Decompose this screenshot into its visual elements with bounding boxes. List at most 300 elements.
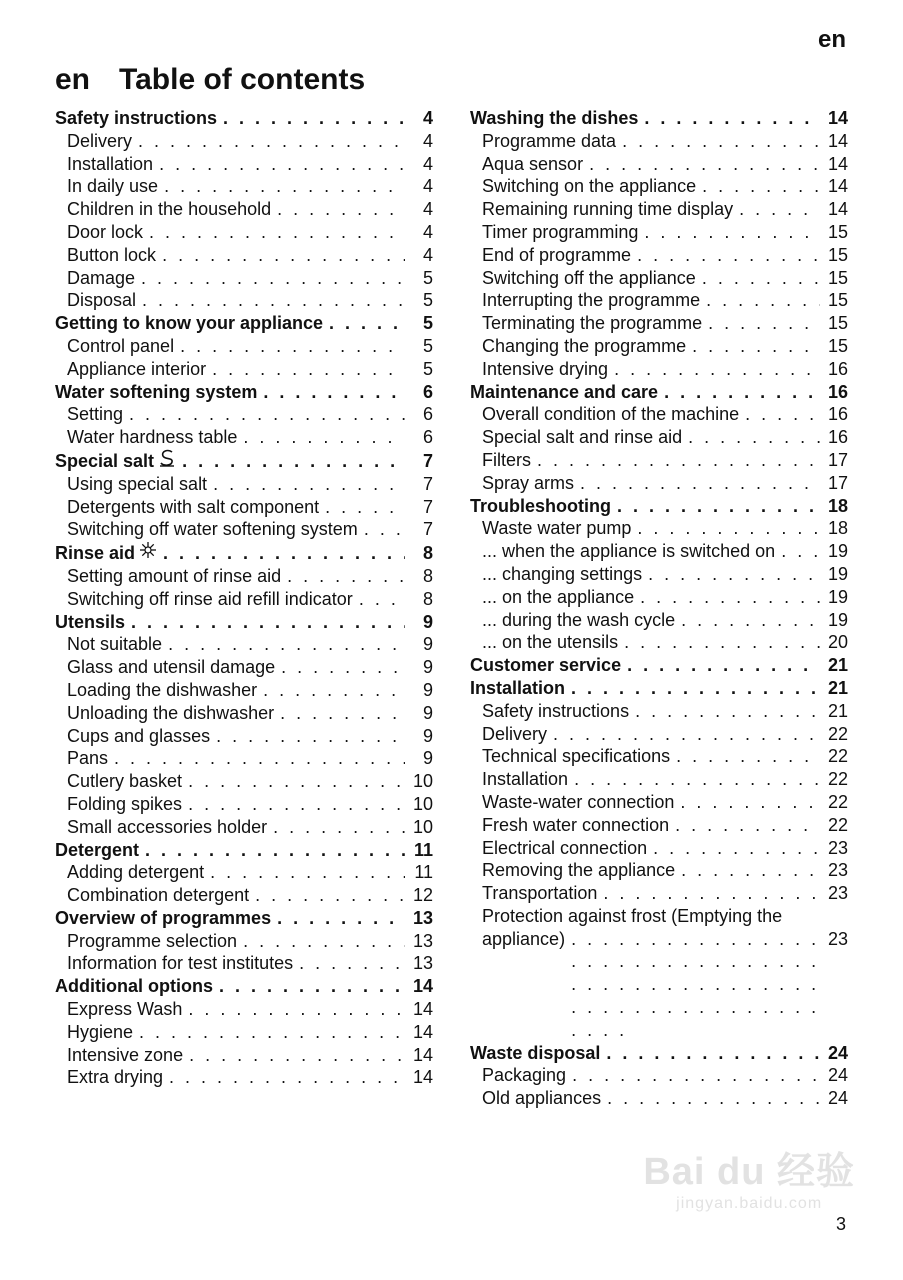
toc-entry-programme-data [470, 130, 848, 153]
dot-leader [553, 723, 820, 746]
toc-entry-water-hardness-table [55, 426, 433, 449]
toc-page-number: 5 [422, 313, 433, 334]
toc-page-number: 9 [422, 748, 433, 769]
toc-entry-label: Installation [482, 769, 569, 790]
toc-entry-extra-drying [55, 1066, 433, 1089]
dot-leader [681, 609, 820, 632]
toc-entry-label: Waste-water connection [482, 791, 675, 812]
toc-page-number: 4 [422, 221, 433, 242]
toc-entry-label: Installation [470, 677, 566, 698]
toc-section-utensils [55, 611, 433, 634]
toc-page-number: 23 [827, 883, 848, 904]
toc-entry-switching-on-the-appliance [470, 175, 848, 198]
dot-leader [182, 450, 405, 473]
toc-page-number: 22 [827, 814, 848, 835]
special-salt-icon [158, 449, 176, 473]
toc-entry-label: Children in the household [67, 199, 272, 220]
toc-entry-aqua-sensor [470, 153, 848, 176]
toc-entry-label: Door lock [67, 221, 144, 242]
toc-page-number: 14 [827, 130, 848, 151]
toc-section-safety-instructions [55, 107, 433, 130]
toc-entry-label: Safety instructions [482, 700, 630, 721]
toc-entry-adding-detergent [55, 861, 433, 884]
toc-entry-label: Switching off water softening system [67, 519, 358, 540]
toc-page-number: 21 [827, 655, 848, 676]
toc-entry-damage [55, 267, 433, 290]
toc-entry-end-of-programme [470, 244, 848, 267]
toc-entry-label: Installation [67, 153, 154, 174]
toc-page-number: 7 [422, 496, 433, 517]
toc-section-getting-to-know-your-appliance [55, 312, 433, 335]
dot-leader [589, 153, 820, 176]
dot-leader [163, 542, 405, 565]
toc-page-number: 4 [422, 199, 433, 220]
toc-entry-small-accessories-holder [55, 816, 433, 839]
toc-page-number: 22 [827, 746, 848, 767]
toc-entry-folding-spikes [55, 793, 433, 816]
toc-page-number: 9 [422, 634, 433, 655]
toc-entry-hygiene [55, 1021, 433, 1044]
toc-entry-overall-condition-of-the-machine [470, 403, 848, 426]
toc-entry-label: Safety instructions [55, 108, 218, 128]
toc-entry-electrical-connection [470, 837, 848, 860]
dot-leader [223, 107, 405, 130]
toc-page-number: 15 [827, 244, 848, 265]
toc-entry-label: ... on the appliance [482, 586, 635, 607]
toc-section-waste-disposal [470, 1042, 848, 1065]
toc-page-number: 15 [827, 290, 848, 311]
toc-entry-protection-against-frost-emptying-the [470, 905, 848, 1042]
dot-leader [688, 426, 820, 449]
dot-leader [606, 1042, 820, 1065]
toc-entry-control-panel [55, 335, 433, 358]
toc-entry-transportation [470, 882, 848, 905]
toc-entry-programme-selection [55, 930, 433, 953]
page-number: 3 [835, 1214, 846, 1234]
toc-section-additional-options [55, 975, 433, 998]
toc-page-number: 14 [827, 199, 848, 220]
toc-section-washing-the-dishes [470, 107, 848, 130]
toc-page-number: 21 [827, 700, 848, 721]
toc-entry-label: Intensive zone [67, 1044, 184, 1065]
dot-leader [169, 1066, 405, 1089]
toc-entry-appliance-interior [55, 358, 433, 381]
toc-entry-label: Glass and utensil damage [67, 657, 276, 678]
toc-page-number: 5 [422, 290, 433, 311]
dot-leader [614, 358, 820, 381]
toc-entry-label: ... during the wash cycle [482, 609, 676, 630]
toc-entry-installation [55, 153, 433, 176]
toc-section-overview-of-programmes [55, 907, 433, 930]
toc-entry-special-salt-and-rinse-aid [470, 426, 848, 449]
toc-entry-label: Rinse aid [55, 543, 136, 564]
toc-entry-label: Customer service [470, 655, 622, 676]
toc-entry-label: Cups and glasses [67, 725, 211, 746]
toc-entry-label: Special salt [55, 450, 155, 471]
toc-entry-label: Setting amount of rinse aid [67, 565, 282, 586]
toc-entry-label: Button lock [67, 244, 157, 265]
header-language-code: en [817, 26, 846, 53]
toc-page-number: 4 [422, 176, 433, 197]
toc-entry-glass-and-utensil-damage [55, 656, 433, 679]
dot-leader [159, 153, 405, 176]
toc-page-number: 4 [422, 153, 433, 174]
toc-entry-label: Disposal [67, 290, 137, 311]
toc-entry-label: Unloading the dishwasher [67, 702, 275, 723]
toc-page-number: 18 [827, 518, 848, 539]
toc-right-column [470, 107, 848, 1110]
toc-entry-label: Setting [67, 404, 124, 425]
toc-page-number: 15 [827, 313, 848, 334]
dot-leader [277, 198, 405, 221]
toc-entry-label: End of programme [482, 244, 632, 265]
toc-entry-label: Pans [67, 748, 109, 769]
toc-page-number: 18 [827, 495, 848, 516]
dot-leader [706, 289, 820, 312]
toc-entry-label: Old appliances [482, 1088, 602, 1109]
toc-page-number: 13 [412, 930, 433, 951]
toc-entry-label: Special salt and rinse aid [482, 427, 683, 448]
toc-entry-label: Damage [67, 267, 136, 288]
dot-leader [273, 816, 405, 839]
baidu-watermark [643, 1140, 855, 1213]
toc-entry-terminating-the-programme [470, 312, 848, 335]
toc-entry-switching-off-rinse-aid-refill-indicator [55, 588, 433, 611]
toc-entry-switching-off-water-softening-system [55, 518, 433, 541]
toc-page-number: 6 [422, 427, 433, 448]
toc-entry-combination-detergent [55, 884, 433, 907]
toc-entry-label: Utensils [55, 611, 126, 632]
dot-leader [189, 1044, 405, 1067]
toc-entry-label: Maintenance and care [470, 381, 659, 402]
dot-leader [781, 540, 820, 563]
watermark-url: jingyan.baidu.com [676, 1195, 823, 1212]
toc-entry-not-suitable [55, 633, 433, 656]
dot-leader [607, 1087, 820, 1110]
dot-leader [210, 861, 405, 884]
dot-leader [648, 563, 820, 586]
toc-entry-cups-and-glasses [55, 725, 433, 748]
dot-leader [675, 814, 820, 837]
toc-entry-switching-off-the-appliance [470, 267, 848, 290]
dot-leader [622, 130, 820, 153]
toc-entry-label: ... changing settings [482, 563, 643, 584]
dot-leader [676, 745, 820, 768]
toc-page-number: 4 [422, 108, 433, 128]
toc-entry-label: Electrical connection [482, 837, 648, 858]
toc-section-rinse-aid [55, 541, 433, 565]
toc-entry-label: Intensive drying [482, 358, 609, 379]
toc-page-number: 23 [827, 928, 848, 949]
toc-entry-label: Timer programming [482, 221, 639, 242]
toc-entry-label: Adding detergent [67, 862, 205, 883]
dot-leader [739, 198, 820, 221]
dot-leader [139, 1021, 405, 1044]
dot-leader [219, 975, 405, 998]
toc-entry-label: Express Wash [67, 999, 183, 1020]
toc-entry-label: Detergent [55, 839, 140, 860]
toc-entry-label: Changing the programme [482, 335, 687, 356]
toc-entry-label: Overview of programmes [55, 907, 272, 928]
dot-leader [680, 791, 820, 814]
toc-page-number: 19 [827, 563, 848, 584]
toc-left-column [55, 107, 433, 1089]
dot-leader [637, 244, 820, 267]
toc-entry-label: Water softening system [55, 381, 258, 402]
toc-section-troubleshooting [470, 495, 848, 518]
dot-leader [188, 770, 405, 793]
dot-leader [142, 289, 405, 312]
toc-entry-label: Waste disposal [470, 1042, 601, 1063]
dot-leader [635, 700, 820, 723]
toc-page-number: 22 [827, 769, 848, 790]
toc-page-number: 14 [412, 976, 433, 997]
toc-entry-label: Detergents with salt component [67, 496, 320, 517]
toc-entry-removing-the-appliance [470, 859, 848, 882]
toc-entry-cutlery-basket [55, 770, 433, 793]
dot-leader [627, 654, 820, 677]
toc-entry-label: Terminating the programme [482, 313, 703, 334]
dot-leader [325, 496, 405, 519]
toc-page-number: 24 [827, 1065, 848, 1086]
toc-page-number: 13 [412, 953, 433, 974]
toc-entry-label: Additional options [55, 976, 213, 997]
dot-leader [129, 403, 405, 426]
dot-leader [162, 244, 405, 267]
dot-leader [131, 611, 405, 634]
toc-entry-express-wash [55, 998, 433, 1021]
toc-page-number: 5 [422, 358, 433, 379]
toc-entry-label: Loading the dishwasher [67, 679, 258, 700]
toc-entry-label: Washing the dishes [470, 108, 639, 128]
toc-entry-setting [55, 403, 433, 426]
dot-leader [640, 586, 820, 609]
dot-leader [180, 335, 405, 358]
toc-page-number: 11 [413, 839, 433, 860]
toc-entry-label: Cutlery basket [67, 771, 183, 792]
toc-entry-continuation [482, 928, 848, 1042]
toc-entry-label: Control panel [67, 335, 175, 356]
toc-entry-changing-settings [470, 563, 848, 586]
toc-entry-intensive-zone [55, 1044, 433, 1067]
toc-section-detergent [55, 839, 433, 862]
dot-leader [329, 312, 405, 335]
dot-leader [145, 839, 405, 862]
toc-entry-waste-water-pump [470, 517, 848, 540]
toc-page-number: 14 [412, 1044, 433, 1065]
toc-page-number: 14 [827, 176, 848, 197]
toc-section-maintenance-and-care [470, 381, 848, 404]
dot-leader [213, 473, 405, 496]
toc-page-number: 14 [412, 999, 433, 1020]
toc-entry-label: Appliance interior [67, 358, 207, 379]
toc-entry-label: Interrupting the programme [482, 290, 701, 311]
dot-leader [637, 517, 820, 540]
toc-entry-fresh-water-connection [470, 814, 848, 837]
toc-page-number: 14 [827, 108, 848, 128]
toc-entry-label: Spray arms [482, 472, 575, 493]
dot-leader [188, 998, 405, 1021]
dot-leader [168, 633, 405, 656]
toc-page-number: 13 [412, 907, 433, 928]
toc-entry-button-lock [55, 244, 433, 267]
toc-page-number: 16 [827, 381, 848, 402]
dot-leader [212, 358, 405, 381]
toc-entry-unloading-the-dishwasher [55, 702, 433, 725]
toc-entry-timer-programming [470, 221, 848, 244]
toc-entry-filters [470, 449, 848, 472]
toc-entry-delivery [470, 723, 848, 746]
dot-leader [745, 403, 820, 426]
toc-page-number: 17 [827, 472, 848, 493]
toc-entry-during-the-wash-cycle [470, 609, 848, 632]
dot-leader [644, 107, 820, 130]
toc-page-number: 16 [827, 358, 848, 379]
toc-page-number: 8 [422, 565, 433, 586]
toc-entry-technical-specifications [470, 745, 848, 768]
dot-leader [277, 907, 405, 930]
toc-page-number: 11 [414, 862, 433, 883]
toc-page-number: 21 [827, 677, 848, 698]
rinse-aid-icon [139, 541, 157, 565]
toc-entry-label: Combination detergent [67, 885, 250, 906]
dot-leader [580, 472, 820, 495]
toc-page-number: 6 [422, 404, 433, 425]
toc-entry-pans [55, 747, 433, 770]
toc-entry-old-appliances [470, 1087, 848, 1110]
toc-entry-installation [470, 768, 848, 791]
dot-leader [537, 449, 820, 472]
toc-page-number: 9 [422, 611, 433, 632]
dot-leader [141, 267, 405, 290]
toc-page-number: 9 [422, 702, 433, 723]
toc-page-number: 23 [827, 860, 848, 881]
toc-page-number: 17 [827, 449, 848, 470]
dot-leader [653, 837, 820, 860]
dot-leader [364, 518, 405, 541]
toc-entry-disposal [55, 289, 433, 312]
dot-leader [708, 312, 820, 335]
dot-leader [263, 679, 405, 702]
dot-leader [149, 221, 405, 244]
toc-page-number: 19 [827, 609, 848, 630]
toc-page-number: 4 [422, 130, 433, 151]
dot-leader [574, 768, 820, 791]
dot-leader [243, 930, 405, 953]
dot-leader [188, 793, 405, 816]
toc-entry-label: Troubleshooting [470, 495, 611, 516]
toc-page-number: 9 [422, 725, 433, 746]
toc-entry-label: Removing the appliance [482, 860, 676, 881]
toc-entry-label: Delivery [67, 130, 133, 151]
dot-leader [299, 952, 405, 975]
toc-entry-loading-the-dishwasher [55, 679, 433, 702]
toc-entry-waste-water-connection [470, 791, 848, 814]
toc-page-number: 16 [827, 404, 848, 425]
toc-entry-label: Delivery [482, 723, 548, 744]
toc-entry-intensive-drying [470, 358, 848, 381]
toc-page-number: 22 [827, 791, 848, 812]
toc-entry-label: Not suitable [67, 634, 163, 655]
toc-entry-label: ... when the appliance is switched on [482, 541, 776, 562]
dot-leader [281, 656, 405, 679]
dot-leader [664, 381, 820, 404]
dot-leader [702, 175, 820, 198]
toc-page-number: 14 [412, 1021, 433, 1042]
toc-page-number: 5 [422, 335, 433, 356]
dot-leader [571, 677, 820, 700]
toc-entry-setting-amount-of-rinse-aid [55, 565, 433, 588]
toc-page-number: 24 [827, 1088, 848, 1109]
toc-entry-label: Using special salt [67, 473, 208, 494]
toc-section-installation [470, 677, 848, 700]
toc-entry-detergents-with-salt-component [55, 496, 433, 519]
dot-leader [571, 928, 820, 1042]
watermark-logo: Bai du 经验 [643, 1151, 855, 1193]
dot-leader [263, 381, 405, 404]
dot-leader [692, 335, 820, 358]
toc-entry-label: Small accessories holder [67, 816, 268, 837]
toc-section-customer-service [470, 654, 848, 677]
toc-entry-label: Switching off the appliance [482, 267, 696, 288]
toc-entry-label: Extra drying [67, 1067, 164, 1088]
dot-leader [359, 588, 405, 611]
toc-page-number: 24 [827, 1042, 848, 1063]
toc-page-number: 5 [422, 267, 433, 288]
title-language-code: en [55, 63, 91, 96]
dot-leader [617, 495, 820, 518]
toc-page-number: 6 [422, 381, 433, 402]
dot-leader [644, 221, 820, 244]
toc-page-number: 23 [827, 837, 848, 858]
toc-entry-label: In daily use [67, 176, 159, 197]
dot-leader [164, 175, 405, 198]
dot-leader [138, 130, 405, 153]
toc-entry-label: Folding spikes [67, 793, 183, 814]
dot-leader [114, 747, 405, 770]
toc-entry-label: Filters [482, 449, 531, 470]
toc-page-number: 7 [422, 519, 433, 540]
toc-entry-remaining-running-time-display [470, 198, 848, 221]
toc-entry-label: Protection against frost (Emptying the [482, 905, 783, 926]
toc-page-number: 16 [827, 427, 848, 448]
dot-leader [216, 725, 405, 748]
toc-page-number: 10 [412, 816, 433, 837]
dot-leader [243, 426, 405, 449]
dot-leader [702, 267, 820, 290]
toc-entry-using-special-salt [55, 473, 433, 496]
toc-page-number: 14 [827, 153, 848, 174]
title-text: Table of contents [119, 63, 366, 96]
toc-entry-label: Remaining running time display [482, 199, 734, 220]
dot-leader [572, 1064, 820, 1087]
toc-entry-on-the-appliance [470, 586, 848, 609]
toc-entry-label: Water hardness table [67, 427, 238, 448]
toc-entry-label: Getting to know your appliance [55, 313, 324, 334]
dot-leader [280, 702, 405, 725]
toc-page-number: 10 [412, 793, 433, 814]
toc-entry-label-continued: appliance) [482, 928, 566, 949]
toc-entry-label: Waste water pump [482, 518, 632, 539]
toc-entry-label: Hygiene [67, 1021, 134, 1042]
toc-page-number: 19 [827, 541, 848, 562]
dot-leader [603, 882, 820, 905]
toc-page-number: 4 [422, 244, 433, 265]
toc-page-number: 20 [827, 632, 848, 653]
toc-entry-label: Switching off rinse aid refill indicator [67, 588, 353, 609]
toc-page-number: 7 [422, 473, 433, 494]
toc-entry-label: Switching on the appliance [482, 176, 697, 197]
